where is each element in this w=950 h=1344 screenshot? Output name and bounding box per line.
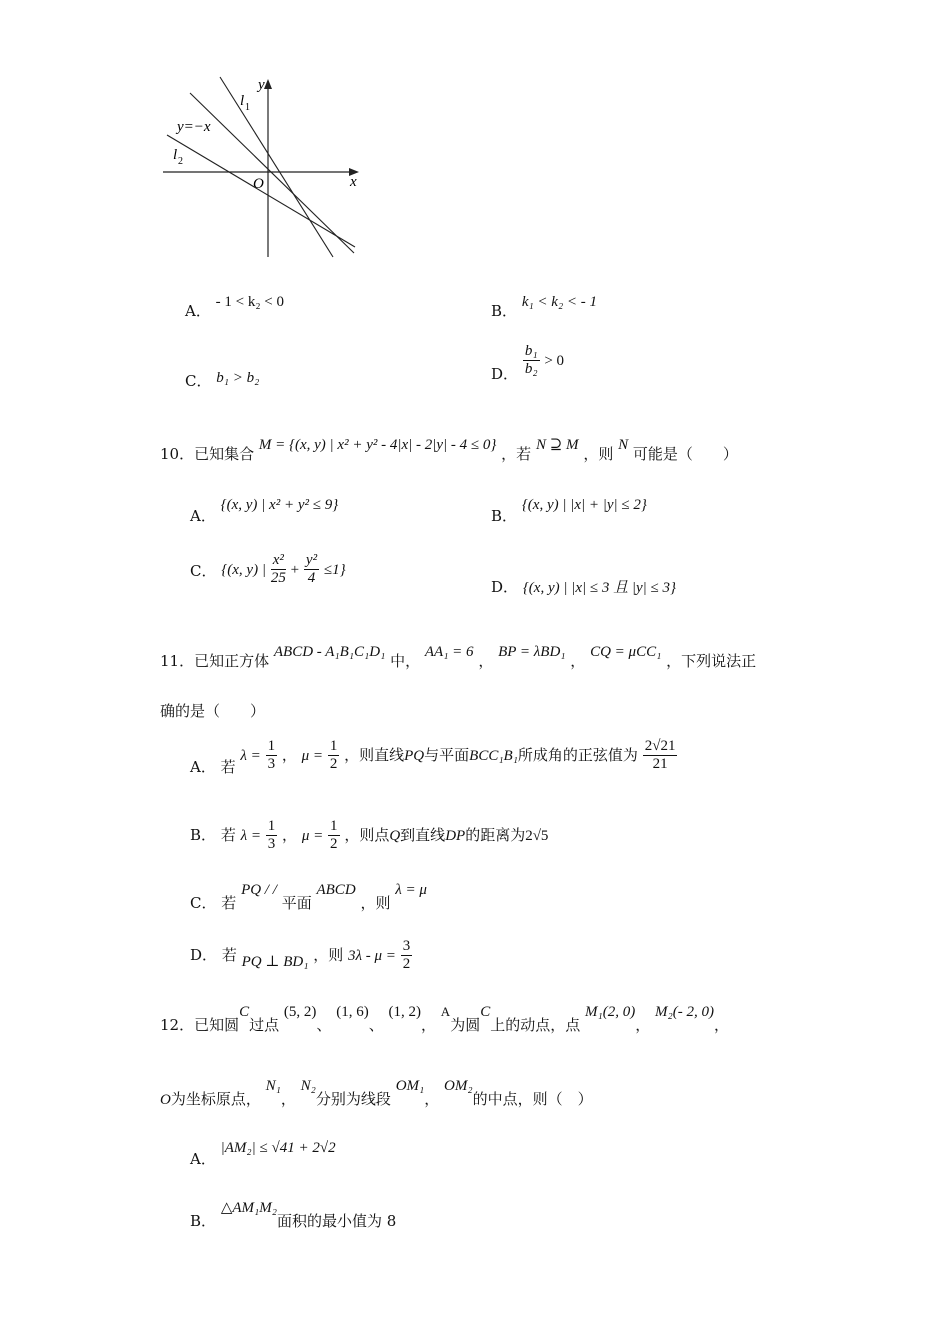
q10-option-b[interactable]: [491, 493, 647, 525]
text: 中，: [390, 652, 421, 670]
segment-om1: OM₁: [395, 1078, 425, 1094]
line-pq: PQ: [404, 747, 425, 764]
option-letter: A．: [190, 507, 216, 525]
point-n2: N₂: [300, 1078, 316, 1094]
option-letter: C．: [190, 561, 217, 580]
question-number: 12．已知圆: [160, 1016, 240, 1034]
question-10-stem: [160, 433, 738, 463]
question-number: 10．已知集合: [160, 445, 255, 463]
text: 与平面: [424, 745, 470, 764]
point-1: (5, 2): [283, 1004, 317, 1020]
lambda: λ =: [240, 747, 261, 764]
q10-option-d[interactable]: [491, 576, 676, 597]
math-expr: {(x, y) | |x| + |y| ≤ 2}: [521, 497, 647, 513]
segment-om2: OM₂: [444, 1078, 473, 1094]
sep: ，: [635, 1016, 651, 1034]
fraction: $\frac{1}{2}$: [330, 818, 338, 853]
q11-option-d[interactable]: [190, 938, 412, 974]
plane-name: ABCD: [316, 882, 356, 898]
math-expr: {(x, y) | |x| ≤ 3 且 |y| ≤ 3}: [522, 580, 677, 596]
point-n1: N₁: [265, 1078, 281, 1094]
text: 为坐标原点，: [170, 1090, 261, 1108]
option-letter: D．: [491, 578, 519, 596]
comma: ，: [478, 652, 494, 670]
cq-expr: CQ = μCC₁: [590, 644, 662, 660]
option-letter: B．: [491, 507, 518, 525]
comma: ，: [282, 825, 298, 844]
text: 过点: [249, 1016, 280, 1034]
coordinate-figure: [155, 75, 370, 265]
option-letter: C．: [190, 894, 217, 912]
comma: ，: [281, 745, 297, 764]
q11-option-b[interactable]: [190, 818, 548, 854]
line-dp: DP: [445, 827, 466, 844]
math-expr: k₁ < k₂ < - 1: [521, 294, 598, 310]
text: 的距离为: [465, 825, 526, 844]
answer-fraction: $\frac{2√21}{21}$: [644, 738, 676, 773]
text: 若: [221, 894, 237, 912]
q10-option-a[interactable]: [190, 493, 339, 525]
q9-option-d[interactable]: [491, 343, 565, 383]
option-letter: D．: [491, 364, 519, 383]
bp-expr: BP = λBD₁: [498, 644, 566, 660]
point-q: Q: [389, 827, 401, 844]
label-l2-sub: 2: [178, 156, 183, 167]
circle-c: C: [239, 1004, 250, 1020]
math-expr: {(x, y) | x² + y² ≤ 9}: [220, 497, 339, 513]
sep: 、: [368, 1016, 384, 1034]
y-axis-arrow-icon: [264, 79, 272, 89]
text: 若: [220, 825, 236, 844]
fraction: $\frac{3}{2}$: [402, 938, 411, 973]
perp-expr: PQ ⊥ BD₁: [241, 953, 309, 970]
set-prefix: {(x, y) |: [221, 561, 266, 578]
text: ，下列说法正: [666, 652, 757, 670]
math-expr: - 1 < k₂ < 0: [215, 294, 285, 310]
text: 平面: [281, 894, 312, 912]
text: 面积的最小值为 8: [276, 1212, 397, 1230]
set-n: N: [618, 437, 629, 453]
answer-expr: λ = μ: [395, 882, 427, 898]
sep: 、: [316, 1016, 332, 1034]
q9-option-a[interactable]: [185, 290, 285, 320]
question-12-line2: [160, 1074, 593, 1108]
math-expr: |AM₂| ≤ √41 + 2√2: [220, 1140, 336, 1156]
option-letter: A．: [190, 1150, 216, 1168]
question-11-line2: [160, 700, 265, 721]
mu: μ =: [301, 747, 324, 764]
text: 若: [220, 757, 236, 776]
sep: ，: [280, 1090, 296, 1108]
q9-option-c[interactable]: [185, 370, 259, 391]
cube-name: ABCD - A₁B₁C₁D₁: [273, 644, 386, 660]
set-m-definition: M = {(x, y) | x² + y² - 4|x| - 2|y| - 4 ≤ 0}: [258, 437, 497, 453]
q12-option-a[interactable]: [190, 1136, 336, 1168]
option-letter: C．: [185, 372, 212, 390]
point-m1: M₁(2, 0): [585, 1004, 636, 1020]
q12-option-b[interactable]: [190, 1196, 397, 1230]
text: ，则: [583, 445, 614, 463]
lambda: λ =: [240, 827, 261, 844]
text: ，则: [313, 945, 344, 964]
option-letter: A．: [190, 757, 216, 776]
label-l1: l: [240, 93, 245, 109]
label-y: y: [258, 77, 265, 93]
text: 可能是（ ）: [632, 445, 738, 463]
fraction: $\frac{1}{3}$: [267, 738, 276, 773]
option-letter: B．: [491, 302, 518, 320]
option-letter: B．: [190, 825, 217, 844]
sep: ，: [713, 1016, 729, 1034]
label-y-neg-x: y=−x: [177, 119, 211, 135]
text: 上的动点，点: [490, 1016, 581, 1034]
option-letter: D．: [190, 945, 218, 964]
question-12-stem: [160, 1000, 729, 1034]
plane-name: BCC₁B₁: [469, 747, 518, 764]
fraction: $\frac{1}{2}$: [329, 738, 338, 773]
q11-option-a[interactable]: [190, 738, 677, 774]
text: ，则: [360, 894, 391, 912]
label-l1-sub: 1: [245, 102, 250, 113]
option-letter: A．: [185, 302, 211, 320]
text: ，则点: [344, 825, 390, 844]
q9-option-b[interactable]: [491, 290, 598, 320]
circle-c: C: [480, 1004, 491, 1020]
label-x: x: [350, 174, 357, 190]
fraction: $\frac{\text{b₁}}{\text{b₂}}$: [524, 343, 538, 378]
sep: ，: [421, 1016, 437, 1034]
point-3: (1, 2): [388, 1004, 421, 1020]
point-2: (1, 6): [336, 1004, 369, 1020]
label-origin: O: [253, 176, 264, 192]
text: ，若: [501, 445, 532, 463]
q10-option-c[interactable]: [190, 552, 346, 588]
math-expr: > 0: [544, 352, 565, 369]
set-suffix: ≤1}: [323, 561, 346, 578]
text: 确的是（ ）: [160, 702, 266, 720]
relation-n-contains-m: N ⊇ M: [535, 437, 579, 453]
text: 分别为线段: [315, 1090, 391, 1108]
text: 到直线: [400, 825, 446, 844]
option-letter: B．: [190, 1212, 217, 1230]
answer-expr: 2√5: [525, 827, 549, 844]
text: 若: [221, 945, 237, 964]
plus: +: [290, 561, 300, 578]
mu: μ =: [301, 827, 324, 844]
point-a: A: [440, 1004, 451, 1019]
line-l1: [220, 77, 333, 257]
line-y-neg-x: [190, 93, 354, 253]
fraction: $\frac{\text{y²}}{4}$: [305, 552, 318, 587]
math-expr: 3λ - μ =: [348, 947, 396, 964]
comma: ，: [570, 652, 586, 670]
sep: ，: [424, 1090, 440, 1108]
fraction: $\frac{1}{3}$: [267, 818, 276, 853]
text: 为圆: [450, 1016, 481, 1034]
triangle-expr: △AM₁M₂: [220, 1200, 277, 1216]
question-number: 11．已知正方体: [160, 652, 270, 670]
point-m2: M₂(- 2, 0): [655, 1004, 714, 1020]
aa1-expr: AA₁ = 6: [424, 644, 474, 660]
label-l2: l: [173, 147, 178, 163]
text: 的中点，则（ ）: [472, 1090, 593, 1108]
text: 所成角的正弦值为: [517, 745, 638, 764]
parallel-expr: PQ / /: [241, 882, 277, 898]
origin-o: O: [160, 1092, 171, 1108]
text: ，则直线: [344, 745, 405, 764]
math-expr: b₁ > b₂: [216, 370, 260, 386]
fraction: $\frac{\text{x²}}{25}$: [270, 552, 286, 587]
question-11-stem: [160, 640, 757, 670]
q11-option-c[interactable]: [190, 878, 427, 912]
